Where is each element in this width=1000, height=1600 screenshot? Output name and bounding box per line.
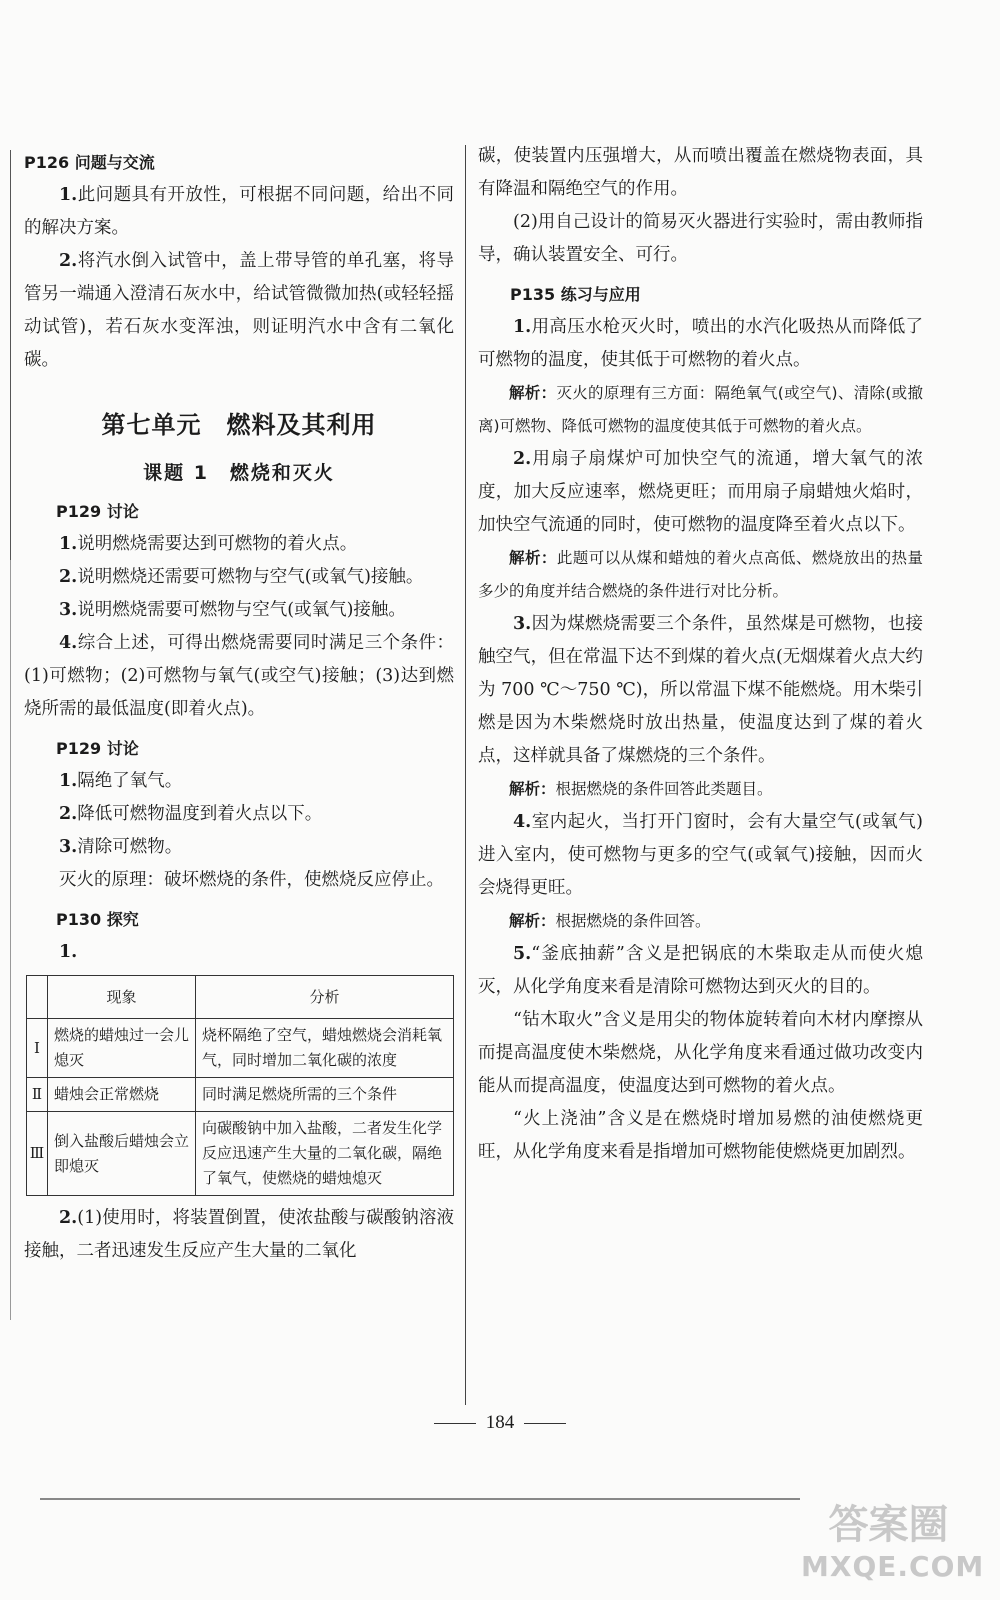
margin-rule xyxy=(10,150,11,570)
paragraph xyxy=(24,245,454,377)
list-item xyxy=(24,765,454,798)
section-title: P126 问题与交流 xyxy=(24,153,155,172)
explanation-label: 解析： xyxy=(509,912,556,930)
footer-rule xyxy=(524,1423,566,1424)
page-footer xyxy=(400,1412,600,1434)
item-number: 5. xyxy=(513,944,532,964)
item-text: 说明燃烧需要可燃物与空气(或氧气)接触。 xyxy=(77,600,406,620)
item-number: 3. xyxy=(59,837,78,857)
table-row xyxy=(27,1112,454,1196)
explanation-label: 解析： xyxy=(509,384,557,402)
section-title: P135 练习与应用 xyxy=(510,285,641,304)
table-header-cell: 分析 xyxy=(196,976,454,1019)
item-number: 2. xyxy=(59,251,78,271)
paragraph: 碳，使装置内压强增大，从而喷出覆盖在燃烧物表面，具有降温和隔绝空气的作用。 xyxy=(478,146,923,199)
section-title: P129 讨论 xyxy=(56,502,139,521)
item-number: 2. xyxy=(59,567,78,587)
analysis-cell: 烧杯隔绝了空气，蜡烛燃烧会消耗氧气，同时增加二氧化碳的浓度 xyxy=(196,1019,454,1078)
analysis-cell: 向碳酸钠中加入盐酸，二者发生化学反应迅速产生大量的二氧化碳，隔绝了氧气，使燃烧的蜡烛熄灭 xyxy=(196,1112,454,1196)
explanation xyxy=(478,377,923,443)
question xyxy=(478,806,923,905)
watermark xyxy=(801,1500,985,1584)
item-text: 隔绝了氧气。 xyxy=(77,771,183,791)
item-number: 1. xyxy=(59,942,78,962)
item-text: 用扇子扇煤炉可加快空气的流通，增大氧气的浓度，加大反应速率，燃烧更旺；而用扇子扇蜡烛火焰时，加快空气流通的同时，使可燃物的温度降至着火点以下。 xyxy=(478,449,923,535)
footer-rule xyxy=(434,1423,476,1424)
item-text: (1)使用时，将装置倒置，使浓盐酸与碳酸钠溶液接触，二者迅速发生反应产生大量的二氧化 xyxy=(24,1208,454,1261)
paragraph: 灭火的原理：破坏燃烧的条件，使燃烧反应停止。 xyxy=(59,870,444,890)
item-text: “釜底抽薪”含义是把锅底的木柴取走从而使火熄灭，从化学角度来看是清除可燃物达到灭火的目的。 xyxy=(478,944,923,997)
list-item xyxy=(24,528,454,561)
item-text: 室内起火，当打开门窗时，会有大量空气(或氧气)进入室内，使可燃物与更多的空气(或氧气)接触，因而火会烧得更旺。 xyxy=(478,812,923,898)
table-row xyxy=(27,1019,454,1078)
phenomenon-cell: 燃烧的蜡烛过一会儿熄灭 xyxy=(48,1019,196,1078)
question xyxy=(478,938,923,1004)
item-text: 用高压水枪灭火时，喷出的水汽化吸热从而降低了可燃物的温度，使其低于可燃物的着火点。 xyxy=(478,317,923,370)
watermark-top: 答案圈 xyxy=(828,1502,949,1548)
margin-rule xyxy=(10,560,11,1320)
item-number: 1. xyxy=(59,185,78,205)
item-text: 因为煤燃烧需要三个条件，虽然煤是可燃物，也接触空气，但在常温下达不到煤的着火点(无烟煤着火点大约为 700 ℃～750 ℃)，所以常温下煤不能燃烧。用木柴引燃是因为木柴燃烧时放出热量，使温度达到了煤的着火点，这样就具备了煤燃烧的三个条件。 xyxy=(478,614,923,766)
table-header-cell: 现象 xyxy=(48,976,196,1019)
item-number: 2. xyxy=(59,804,78,824)
row-label: Ⅰ xyxy=(27,1019,48,1078)
explanation-label: 解析： xyxy=(509,780,556,798)
row-label: Ⅱ xyxy=(27,1078,48,1112)
section-title: P129 讨论 xyxy=(56,739,139,758)
unit-title: 第七单元 燃料及其利用 xyxy=(101,411,377,439)
table-header-row xyxy=(27,976,454,1019)
list-item xyxy=(24,831,454,864)
column-divider xyxy=(465,145,466,1405)
explanation xyxy=(478,773,923,806)
question xyxy=(478,311,923,377)
item-number: 1. xyxy=(59,771,78,791)
experiment-table xyxy=(26,975,454,1196)
paragraph xyxy=(24,1202,454,1268)
section-title: P130 探究 xyxy=(56,910,139,929)
phenomenon-cell: 倒入盐酸后蜡烛会立即熄灭 xyxy=(48,1112,196,1196)
list-item xyxy=(24,561,454,594)
item-number: 3. xyxy=(59,600,78,620)
analysis-cell: 同时满足燃烧所需的三个条件 xyxy=(196,1078,454,1112)
item-number: 4. xyxy=(59,633,78,653)
item-text: 清除可燃物。 xyxy=(77,837,183,857)
explanation-text: 此题可以从煤和蜡烛的着火点高低、燃烧放出的热量多少的角度并结合燃烧的条件进行对比分析。 xyxy=(478,549,923,600)
page-number: 184 xyxy=(485,1412,515,1433)
list-item xyxy=(24,798,454,831)
item-text: 综合上述，可得出燃烧需要同时满足三个条件：(1)可燃物；(2)可燃物与氧气(或空气)接触；(3)达到燃烧所需的最低温度(即着火点)。 xyxy=(24,633,454,719)
paragraph xyxy=(24,179,454,245)
explanation xyxy=(478,542,923,608)
question xyxy=(478,443,923,542)
explanation-label: 解析： xyxy=(509,549,557,567)
table-header-cell xyxy=(27,976,48,1019)
row-label: Ⅲ xyxy=(27,1112,48,1196)
bottom-rule xyxy=(40,1498,800,1500)
item-text: 说明燃烧需要达到可燃物的着火点。 xyxy=(77,534,358,554)
item-number: 2. xyxy=(513,449,532,469)
phenomenon-cell: 蜡烛会正常燃烧 xyxy=(48,1078,196,1112)
watermark-bottom: MXQE.COM xyxy=(801,1550,985,1583)
question xyxy=(478,608,923,773)
item-text: 此问题具有开放性，可根据不同问题，给出不同的解决方案。 xyxy=(24,185,454,238)
item-text: 将汽水倒入试管中，盖上带导管的单孔塞，将导管另一端通入澄清石灰水中，给试管微微加热(或轻轻摇动试管)，若石灰水变浑浊，则证明汽水中含有二氧化碳。 xyxy=(24,251,454,370)
list-item xyxy=(24,627,454,726)
item-number: 1. xyxy=(513,317,532,337)
item-number: 3. xyxy=(513,614,532,634)
right-column xyxy=(478,140,923,1169)
item-number: 2. xyxy=(59,1208,78,1228)
item-number: 4. xyxy=(513,812,532,832)
paragraph: (2)用自己设计的简易灭火器进行实验时，需由教师指导，确认装置安全、可行。 xyxy=(478,212,923,265)
lesson-title: 课题 1 燃烧和灭火 xyxy=(143,462,335,484)
explanation-text: 灭火的原理有三方面：隔绝氧气(或空气)、清除(或撤离)可燃物、降低可燃物的温度使其低于可燃物的着火点。 xyxy=(478,384,923,435)
left-column xyxy=(24,140,454,1268)
explanation-text: 根据燃烧的条件回答此类题目。 xyxy=(555,780,773,798)
table-row xyxy=(27,1078,454,1112)
item-text: 说明燃烧还需要可燃物与空气(或氧气)接触。 xyxy=(77,567,424,587)
list-item xyxy=(24,594,454,627)
paragraph: “钻木取火”含义是用尖的物体旋转着向木材内摩擦从而提高温度使木柴燃烧，从化学角度来看通过做功改变内能从而提高温度，使温度达到可燃物的着火点。 xyxy=(478,1010,923,1096)
item-number: 1. xyxy=(59,534,78,554)
explanation-text: 根据燃烧的条件回答。 xyxy=(555,912,711,930)
paragraph: “火上浇油”含义是在燃烧时增加易燃的油使燃烧更旺，从化学角度来看是指增加可燃物能使燃烧更加剧烈。 xyxy=(478,1109,923,1162)
explanation xyxy=(478,905,923,938)
item-text: 降低可燃物温度到着火点以下。 xyxy=(77,804,323,824)
